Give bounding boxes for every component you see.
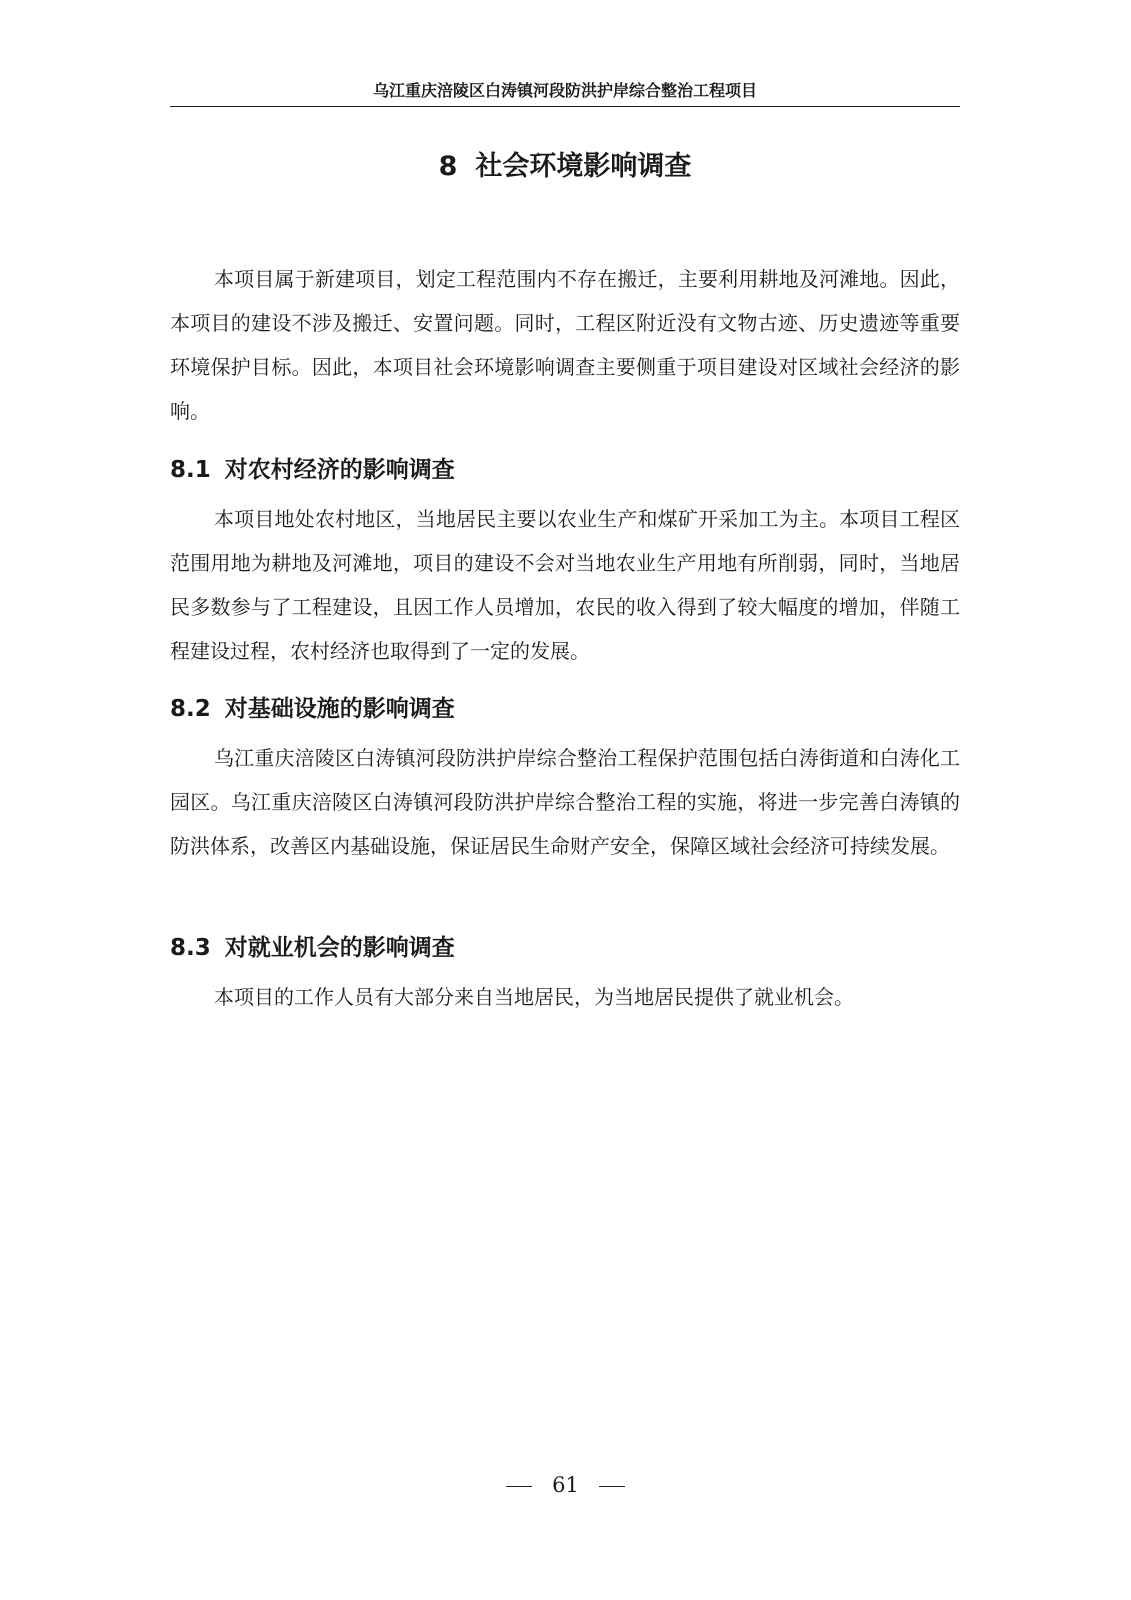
intro-paragraph: 本项目属于新建项目，划定工程范围内不存在搬迁，主要利用耕地及河滩地。因此，本项目的建设不涉及搬迁、安置问题。同时，工程区附近没有文物古迹、历史遗迹等重要环境保护目标。因此，本项目社会环境影响调查主要侧重于项目建设对区域社会经济的影响。 [170, 267, 960, 423]
section-number: 8.3 [170, 935, 211, 961]
section-title: 对农村经济的影响调查 [224, 457, 455, 483]
footer-dash-left [506, 1486, 532, 1487]
page-number: 61 [552, 1473, 579, 1497]
running-header: 乌江重庆涪陵区白涛镇河段防洪护岸综合整治工程项目 [372, 81, 757, 100]
section-title: 对基础设施的影响调查 [224, 696, 455, 722]
chapter-title-text: 社会环境影响调查 [475, 151, 692, 182]
chapter-number: 8 [438, 151, 458, 182]
footer-dash-right [599, 1486, 625, 1487]
section-heading-8-2 [170, 692, 960, 726]
page-footer [0, 1470, 1131, 1500]
chapter-title [170, 147, 960, 187]
section-heading-8-1 [170, 453, 960, 487]
section-number: 8.2 [170, 696, 211, 722]
section-paragraph-8-3: 本项目的工作人员有大部分来自当地居民，为当地居民提供了就业机会。 [214, 985, 854, 1009]
section-paragraph-8-2: 乌江重庆涪陵区白涛镇河段防洪护岸综合整治工程保护范围包括白涛街道和白涛化工园区。乌江重庆涪陵区白涛镇河段防洪护岸综合整治工程的实施，将进一步完善白涛镇的防洪体系，改善区内基础设施，保证居民生命财产安全，保障区域社会经济可持续发展。 [170, 746, 960, 858]
section-heading-8-3 [170, 931, 960, 965]
section-number: 8.1 [170, 457, 211, 483]
section-paragraph-8-1: 本项目地处农村地区，当地居民主要以农业生产和煤矿开采加工为主。本项目工程区范围用地为耕地及河滩地，项目的建设不会对当地农业生产用地有所削弱，同时，当地居民多数参与了工程建设，且因工作人员增加，农民的收入得到了较大幅度的增加，伴随工程建设过程，农村经济也取得到了一定的发展。 [170, 507, 960, 663]
section-title: 对就业机会的影响调查 [224, 935, 455, 961]
header-divider [170, 106, 960, 107]
